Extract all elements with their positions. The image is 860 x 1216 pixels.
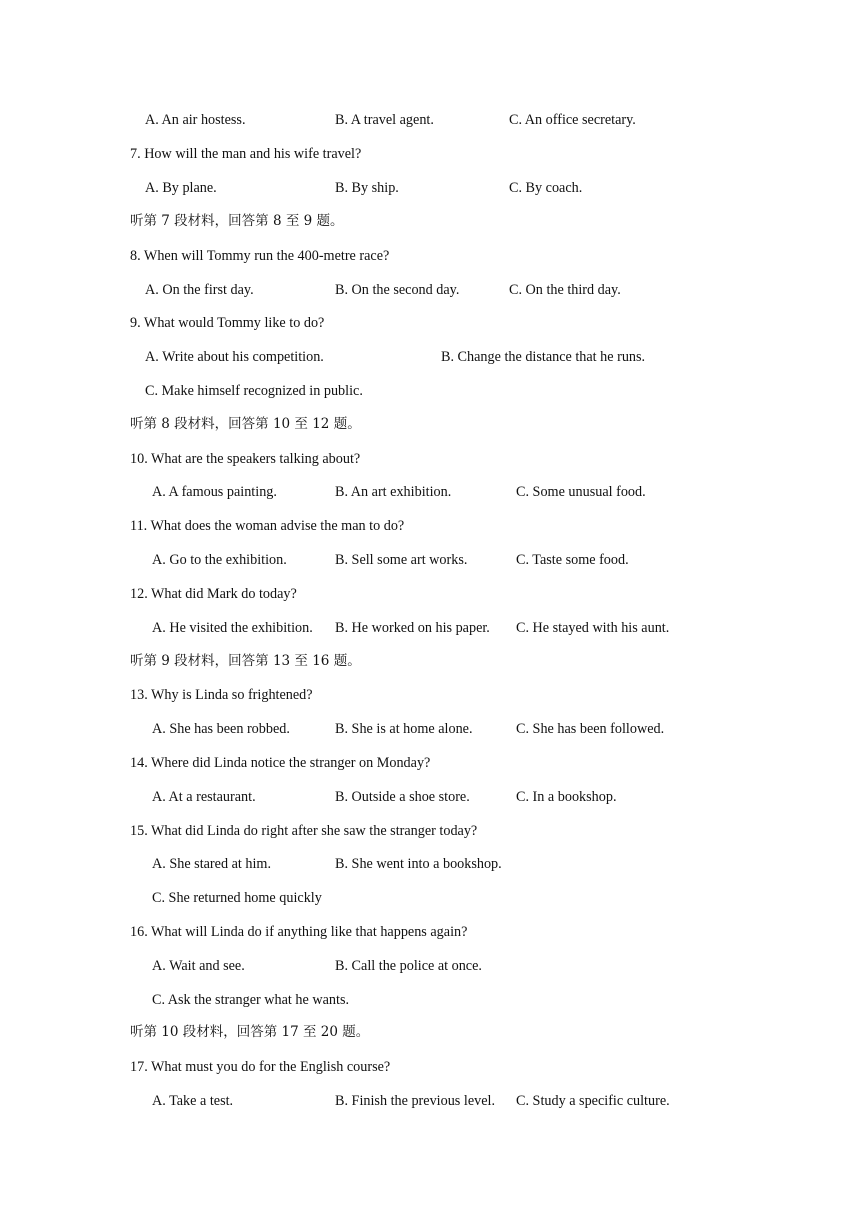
question-text: 17. What must you do for the English course? (130, 1059, 391, 1075)
answer-option: A. Go to the exhibition. (152, 552, 287, 568)
answer-option: B. Finish the previous level. (335, 1093, 495, 1109)
answer-option: A. Write about his competition. (145, 349, 324, 365)
answer-option: B. By ship. (335, 180, 399, 196)
answer-option: B. An art exhibition. (335, 484, 452, 500)
section-instruction: 听第 8 段材料，回答第 10 至 12 题。 (130, 416, 361, 432)
question-text: 8. When will Tommy run the 400-metre race? (130, 248, 390, 264)
answer-option: C. Some unusual food. (516, 484, 646, 500)
answer-option: C. On the third day. (509, 282, 621, 298)
answer-option: C. He stayed with his aunt. (516, 620, 670, 636)
answer-option: B. She is at home alone. (335, 721, 473, 737)
question-text: 9. What would Tommy like to do? (130, 315, 325, 331)
question-text: 10. What are the speakers talking about? (130, 451, 361, 467)
answer-option: A. By plane. (145, 180, 217, 196)
answer-option: A. She has been robbed. (152, 721, 290, 737)
answer-option: C. An office secretary. (509, 112, 636, 128)
answer-option: C. She returned home quickly (152, 890, 322, 906)
answer-option: A. Wait and see. (152, 958, 245, 974)
answer-option: B. He worked on his paper. (335, 620, 490, 636)
answer-option: C. By coach. (509, 180, 583, 196)
answer-option: A. She stared at him. (152, 856, 271, 872)
section-instruction: 听第 7 段材料，回答第 8 至 9 题。 (130, 213, 344, 229)
section-instruction: 听第 10 段材料，回答第 17 至 20 题。 (130, 1024, 370, 1040)
answer-option: B. She went into a bookshop. (335, 856, 502, 872)
answer-option: A. A famous painting. (152, 484, 277, 500)
answer-option: C. Study a specific culture. (516, 1093, 670, 1109)
answer-option: A. An air hostess. (145, 112, 246, 128)
answer-option: A. At a restaurant. (152, 789, 256, 805)
answer-option: B. A travel agent. (335, 112, 434, 128)
question-text: 13. Why is Linda so frightened? (130, 687, 313, 703)
question-text: 7. How will the man and his wife travel? (130, 146, 362, 162)
answer-option: A. He visited the exhibition. (152, 620, 313, 636)
question-text: 12. What did Mark do today? (130, 586, 297, 602)
answer-option: C. Make himself recognized in public. (145, 383, 363, 399)
answer-option: B. Sell some art works. (335, 552, 468, 568)
answer-option: A. On the first day. (145, 282, 254, 298)
answer-option: C. Ask the stranger what he wants. (152, 992, 350, 1008)
answer-option: C. She has been followed. (516, 721, 665, 737)
answer-option: B. Change the distance that he runs. (441, 349, 646, 365)
question-text: 16. What will Linda do if anything like that happens again? (130, 924, 468, 940)
answer-option: A. Take a test. (152, 1093, 234, 1109)
section-instruction: 听第 9 段材料，回答第 13 至 16 题。 (130, 653, 361, 669)
answer-option: B. Call the police at once. (335, 958, 482, 974)
question-text: 11. What does the woman advise the man to do? (130, 518, 405, 534)
answer-option: C. In a bookshop. (516, 789, 617, 805)
question-text: 14. Where did Linda notice the stranger on Monday? (130, 755, 431, 771)
answer-option: B. On the second day. (335, 282, 460, 298)
answer-option: C. Taste some food. (516, 552, 629, 568)
answer-option: B. Outside a shoe store. (335, 789, 470, 805)
question-text: 15. What did Linda do right after she saw the stranger today? (130, 823, 478, 839)
